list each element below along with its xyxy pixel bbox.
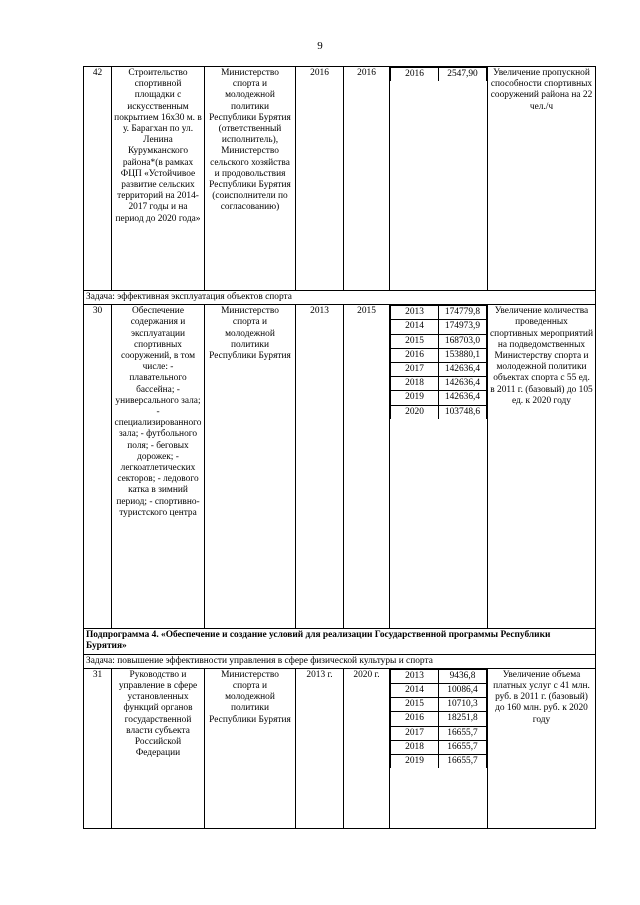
expected-result: Увеличение пропускной способности спортивных сооружений района на 22 чел./ч (488, 67, 596, 291)
funding-cell (390, 67, 488, 291)
funding-year: 2019 (391, 391, 439, 405)
funding-year: 2014 (391, 684, 439, 698)
funding-amount: 174779,8 (439, 306, 487, 320)
funding-row (391, 334, 487, 348)
funding-cell (390, 305, 488, 629)
start-year: 2013 г. (296, 668, 344, 828)
subprogram-heading: Подпрограмма 4. «Обеспечение и создание условий для реализации Государственной программы Республики Бурятия» (84, 629, 596, 654)
funding-year: 2013 (391, 306, 439, 320)
funding-row (391, 391, 487, 405)
funding-row (391, 405, 487, 419)
funding-year: 2015 (391, 698, 439, 712)
subprogram-row (84, 629, 596, 654)
funding-year: 2016 (391, 348, 439, 362)
expected-result: Увеличение объема платных услуг с 41 млн. руб. в 2011 г. (базовый) до 160 млн. руб. к 2020 году (488, 668, 596, 828)
funding-amount: 9436,8 (439, 669, 487, 683)
funding-year: 2015 (391, 334, 439, 348)
funding-row (391, 740, 487, 754)
table-row (84, 67, 596, 291)
measure-name: Строительство спортивной площадки с искусственным покрытием 16х30 м. в у. Барагхан по ул. Ленина Курумканского района*(в рамках ФЦП «Устойчивое развитие сельских территорий на 2014-2017 годы и на период до 2020 года» (112, 67, 205, 291)
end-year: 2016 (344, 67, 390, 291)
funding-row (391, 684, 487, 698)
funding-amount: 142636,4 (439, 391, 487, 405)
executor: Министерство спорта и молодежной политики Республики Бурятия (ответственный исполнитель), Министерство сельского хозяйства и продовольствия Республики Бурятия (соисполнители по согласованию) (205, 67, 296, 291)
funding-year: 2018 (391, 377, 439, 391)
funding-table (390, 669, 487, 768)
funding-cell (390, 668, 488, 828)
funding-amount: 16655,7 (439, 755, 487, 769)
measure-name: Обеспечение содержания и эксплуатации спортивных сооружений, в том числе: - плавательного бассейна; - универсального зала; - специализированного зала; - футбольного поля; - беговых дорожек; - легкоатлетических секторов; - ледового катка в зимний период; - спортивно-туристского центра (112, 305, 205, 629)
funding-year: 2017 (391, 726, 439, 740)
funding-table (390, 305, 487, 419)
row-number: 42 (84, 67, 112, 291)
funding-table (390, 67, 487, 81)
measure-name: Руководство и управление в сфере установленных функций органов государственной власти субъекта Российской Федерации (112, 668, 205, 828)
funding-amount: 174973,9 (439, 320, 487, 334)
page-number: 9 (317, 40, 323, 52)
funding-year: 2018 (391, 740, 439, 754)
task-row (84, 654, 596, 668)
funding-amount: 10710,3 (439, 698, 487, 712)
funding-amount: 142636,4 (439, 377, 487, 391)
table-row (84, 668, 596, 828)
funding-amount: 168703,0 (439, 334, 487, 348)
row-number: 31 (84, 668, 112, 828)
program-table (83, 66, 596, 829)
start-year: 2013 (296, 305, 344, 629)
funding-amount: 10086,4 (439, 684, 487, 698)
row-number: 30 (84, 305, 112, 629)
funding-amount: 153880,1 (439, 348, 487, 362)
task-row (84, 291, 596, 305)
funding-year: 2020 (391, 405, 439, 419)
funding-row (391, 698, 487, 712)
funding-year: 2017 (391, 363, 439, 377)
funding-row (391, 348, 487, 362)
funding-row (391, 377, 487, 391)
task-heading: Задача: эффективная эксплуатация объектов спорта (84, 291, 596, 305)
funding-amount: 103748,6 (439, 405, 487, 419)
end-year: 2020 г. (344, 668, 390, 828)
table-row (84, 305, 596, 629)
funding-row (391, 320, 487, 334)
funding-amount: 16655,7 (439, 726, 487, 740)
funding-row (391, 363, 487, 377)
funding-amount: 2547,90 (439, 68, 487, 82)
funding-amount: 18251,8 (439, 712, 487, 726)
task-heading: Задача: повышение эффективности управления в сфере физической культуры и спорта (84, 654, 596, 668)
funding-row (391, 306, 487, 320)
funding-row (391, 669, 487, 683)
funding-row (391, 755, 487, 769)
start-year: 2016 (296, 67, 344, 291)
funding-row (391, 68, 487, 82)
funding-row (391, 726, 487, 740)
funding-row (391, 712, 487, 726)
end-year: 2015 (344, 305, 390, 629)
funding-year: 2016 (391, 68, 439, 82)
executor: Министерство спорта и молодежной политики Республики Бурятия (205, 305, 296, 629)
funding-year: 2016 (391, 712, 439, 726)
funding-year: 2014 (391, 320, 439, 334)
funding-year: 2013 (391, 669, 439, 683)
executor: Министерство спорта и молодежной политики Республики Бурятия (205, 668, 296, 828)
expected-result: Увеличение количества проведенных спортивных мероприятий на подведомственных Министерству спорта и молодежной политики объектах спорта с 55 ед. в 2011 г. (базовый) до 105 ед. к 2020 году (488, 305, 596, 629)
funding-year: 2019 (391, 755, 439, 769)
funding-amount: 16655,7 (439, 740, 487, 754)
funding-amount: 142636,4 (439, 363, 487, 377)
